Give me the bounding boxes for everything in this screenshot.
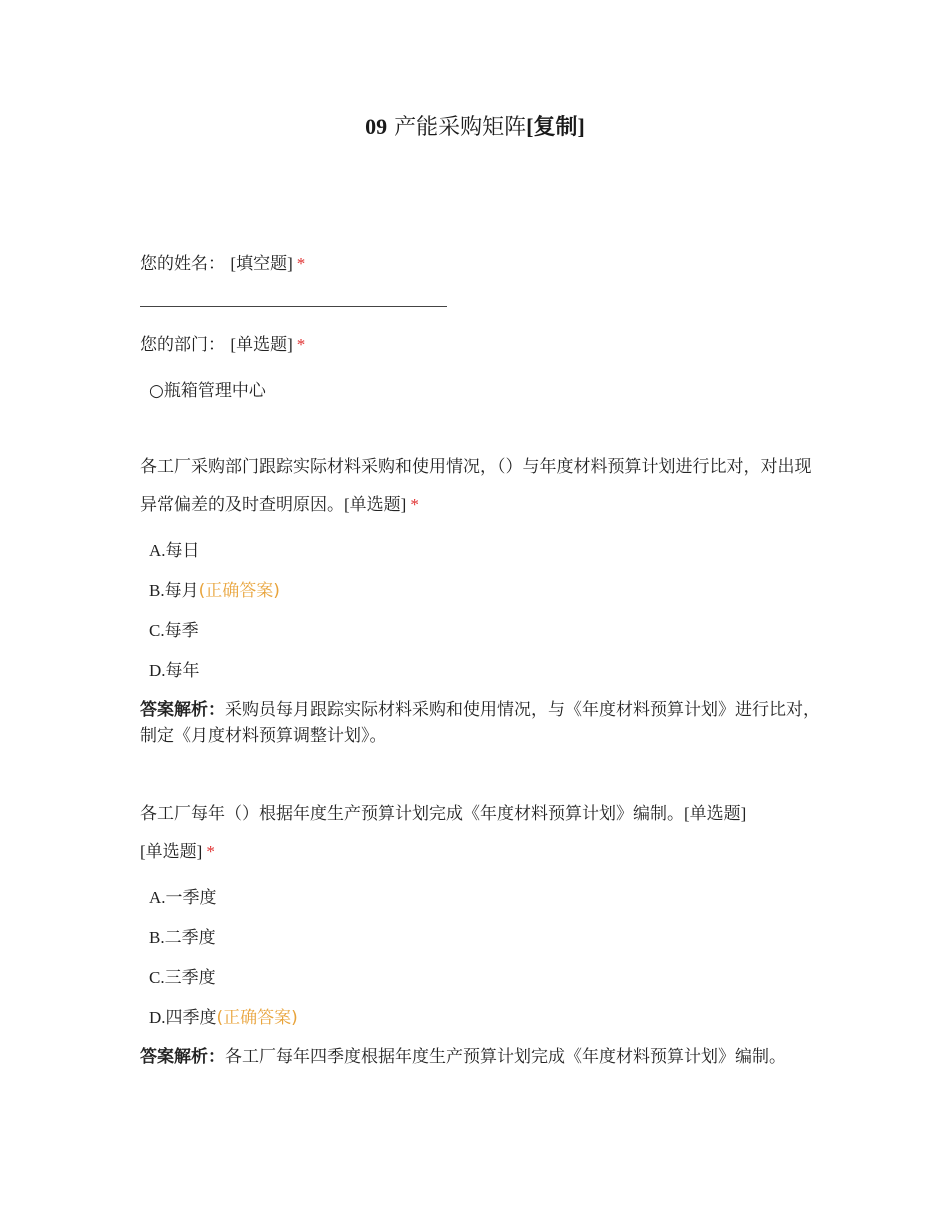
question-type: [单选题]	[684, 804, 747, 823]
question-label: 您的部门：	[140, 335, 225, 355]
page-title	[0, 112, 950, 143]
option-letter: C.	[149, 968, 165, 987]
option-letter: C.	[149, 621, 165, 640]
option-letter: D.	[149, 661, 166, 680]
title-suffix: [复制]	[526, 114, 585, 139]
option-text: 二季度	[164, 928, 216, 948]
analysis-label: 答案解析：	[140, 1047, 225, 1067]
option-text: 四季度	[165, 1008, 217, 1028]
question-4	[140, 795, 815, 871]
option-letter: A.	[149, 888, 166, 907]
question-3	[140, 448, 815, 524]
option-text: 每月	[164, 581, 199, 601]
analysis-text: 采购员每月跟踪实际材料采购和使用情况，与《年度材料预算计划》进行比对，制定《月度材料预算调整计划》。	[140, 700, 820, 746]
option-department-1[interactable]	[149, 379, 266, 403]
option-text: 一季度	[165, 888, 217, 908]
option-q3-c[interactable]	[149, 619, 199, 643]
correct-answer-mark: (正确答案)	[198, 581, 280, 601]
analysis-label: 答案解析：	[140, 700, 225, 720]
question-text: 各工厂每年（）根据年度生产预算计划完成《年度材料预算计划》编制。	[140, 804, 684, 824]
option-text: ○瓶箱管理中心	[149, 381, 266, 401]
answer-analysis-q3	[140, 697, 820, 749]
required-mark: *	[410, 495, 419, 514]
question-department	[140, 333, 305, 357]
title-text: 产能采购矩阵	[387, 115, 527, 140]
correct-answer-mark: (正确答案)	[216, 1008, 298, 1028]
required-mark: *	[206, 842, 215, 861]
required-mark: *	[296, 254, 306, 273]
option-letter: A.	[149, 541, 166, 560]
title-number: 09	[365, 114, 388, 139]
option-text: 三季度	[164, 968, 216, 988]
option-text: 每季	[164, 621, 199, 641]
question-type: [单选题]	[140, 842, 203, 861]
question-text: 各工厂采购部门跟踪实际材料采购和使用情况，（）与年度材料预算计划进行比对，对出现异常偏差的及时查明原因。	[140, 457, 812, 515]
option-letter: B.	[149, 928, 165, 947]
analysis-text: 各工厂每年四季度根据年度生产预算计划完成《年度材料预算计划》编制。	[225, 1047, 786, 1067]
option-q4-c[interactable]	[149, 966, 216, 990]
question-type: [填空题]	[230, 254, 293, 273]
option-q3-d[interactable]	[149, 659, 200, 683]
option-text: 每日	[165, 541, 200, 561]
question-label: 您的姓名：	[140, 254, 225, 274]
option-text: 每年	[165, 661, 200, 681]
option-letter: B.	[149, 581, 165, 600]
option-q4-a[interactable]	[149, 886, 217, 910]
option-q4-b[interactable]	[149, 926, 216, 950]
answer-analysis-q4	[140, 1044, 820, 1070]
option-q3-b[interactable]	[149, 579, 280, 603]
question-type: [单选题]	[230, 335, 293, 354]
required-mark: *	[296, 335, 306, 354]
option-q4-d[interactable]	[149, 1006, 298, 1030]
question-type: [单选题]	[344, 495, 407, 514]
option-letter: D.	[149, 1008, 166, 1027]
option-q3-a[interactable]	[149, 539, 200, 563]
question-name	[140, 252, 305, 276]
name-fill-blank[interactable]	[140, 306, 447, 307]
